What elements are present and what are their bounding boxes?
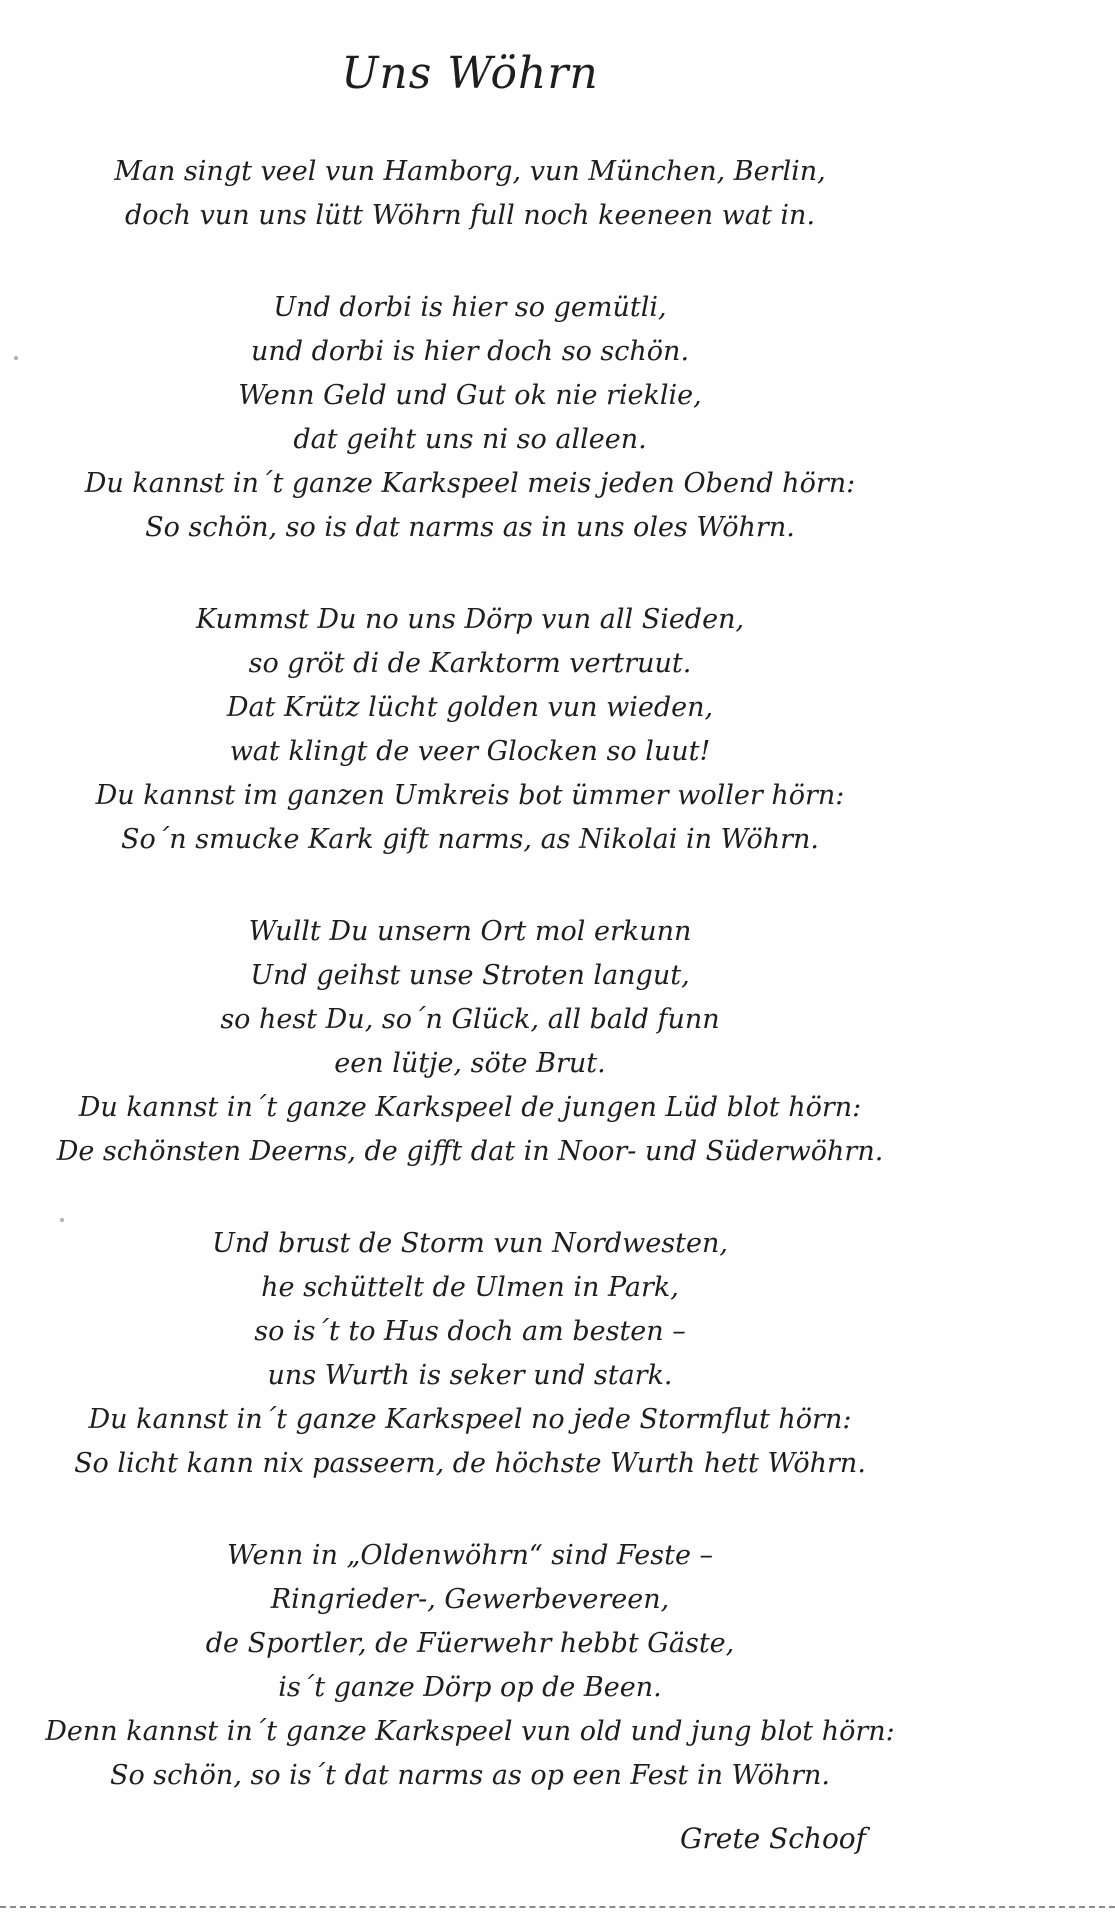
stanza-1 [0,150,940,238]
scan-speck [14,356,18,360]
stanza-2 [0,286,940,550]
poem-line: Ringrieder-, Gewerbevereen, [270,1584,670,1615]
poem-body [0,150,940,1846]
poem-line: is´t ganze Dörp op de Been. [278,1672,662,1703]
scan-edge-line [0,1906,1115,1908]
poem-line: Dat Krütz lücht golden vun wieden, [226,692,714,723]
poem-line: Und brust de Storm vun Nordwesten, [212,1228,728,1259]
poem-line: doch vun uns lütt Wöhrn full noch keeneen wat in. [124,200,816,231]
poem-line: De schönsten Deerns, de gifft dat in Noor- und Süderwöhrn. [56,1136,884,1167]
poem-line: Man singt veel vun Hamborg, vun München, Berlin, [114,156,826,187]
poem-line: he schüttelt de Ulmen in Park, [261,1272,679,1303]
poem-line: Kummst Du no uns Dörp vun all Sieden, [195,604,745,635]
poem-line: Und dorbi is hier so gemütli, [273,292,667,323]
poem-line: Wenn Geld und Gut ok nie rieklie, [238,380,702,411]
stanza-5 [0,1222,940,1486]
poem-line: Du kannst im ganzen Umkreis bot ümmer woller hörn: [95,780,845,811]
poem-line: und dorbi is hier doch so schön. [250,336,690,367]
poem-line: dat geiht uns ni so alleen. [293,424,647,455]
poem-line: Denn kannst in´t ganze Karkspeel vun old und jung blot hörn: [45,1716,895,1747]
author-signature: Grete Schoof [680,1822,867,1855]
poem-title: Uns Wöhrn [341,48,599,99]
poem-line: So licht kann nix passeern, de höchste Wurth hett Wöhrn. [74,1448,866,1479]
poem-line: So´n smucke Kark gift narms, as Nikolai in Wöhrn. [120,824,819,855]
poem-line: Wullt Du unsern Ort mol erkunn [248,916,692,947]
poem-line: So schön, so is dat narms as in uns oles Wöhrn. [145,512,795,543]
poem-line: Du kannst in´t ganze Karkspeel de jungen Lüd blot hörn: [78,1092,862,1123]
scan-speck [60,1218,64,1222]
poem-line: So schön, so is´t dat narms as op een Fest in Wöhrn. [109,1760,831,1791]
poem-line: Du kannst in´t ganze Karkspeel no jede Stormflut hörn: [88,1404,852,1435]
poem-line: uns Wurth is seker und stark. [267,1360,673,1391]
poem-line: de Sportler, de Füerwehr hebbt Gäste, [205,1628,735,1659]
poem-line: so hest Du, so´n Glück, all bald funn [220,1004,720,1035]
poem-line: een lütje, söte Brut. [334,1048,606,1079]
poem-line: so gröt di de Karktorm vertruut. [248,648,692,679]
stanza-4 [0,910,940,1174]
stanza-3 [0,598,940,862]
poem-line: Wenn in „Oldenwöhrn“ sind Feste – [226,1540,714,1571]
stanza-6 [0,1534,940,1798]
poem-line: so is´t to Hus doch am besten – [254,1316,686,1347]
poem-line: Du kannst in´t ganze Karkspeel meis jeden Obend hörn: [84,468,856,499]
poem-line: wat klingt de veer Glocken so luut! [229,736,711,767]
poem-line: Und geihst unse Stroten langut, [250,960,690,991]
